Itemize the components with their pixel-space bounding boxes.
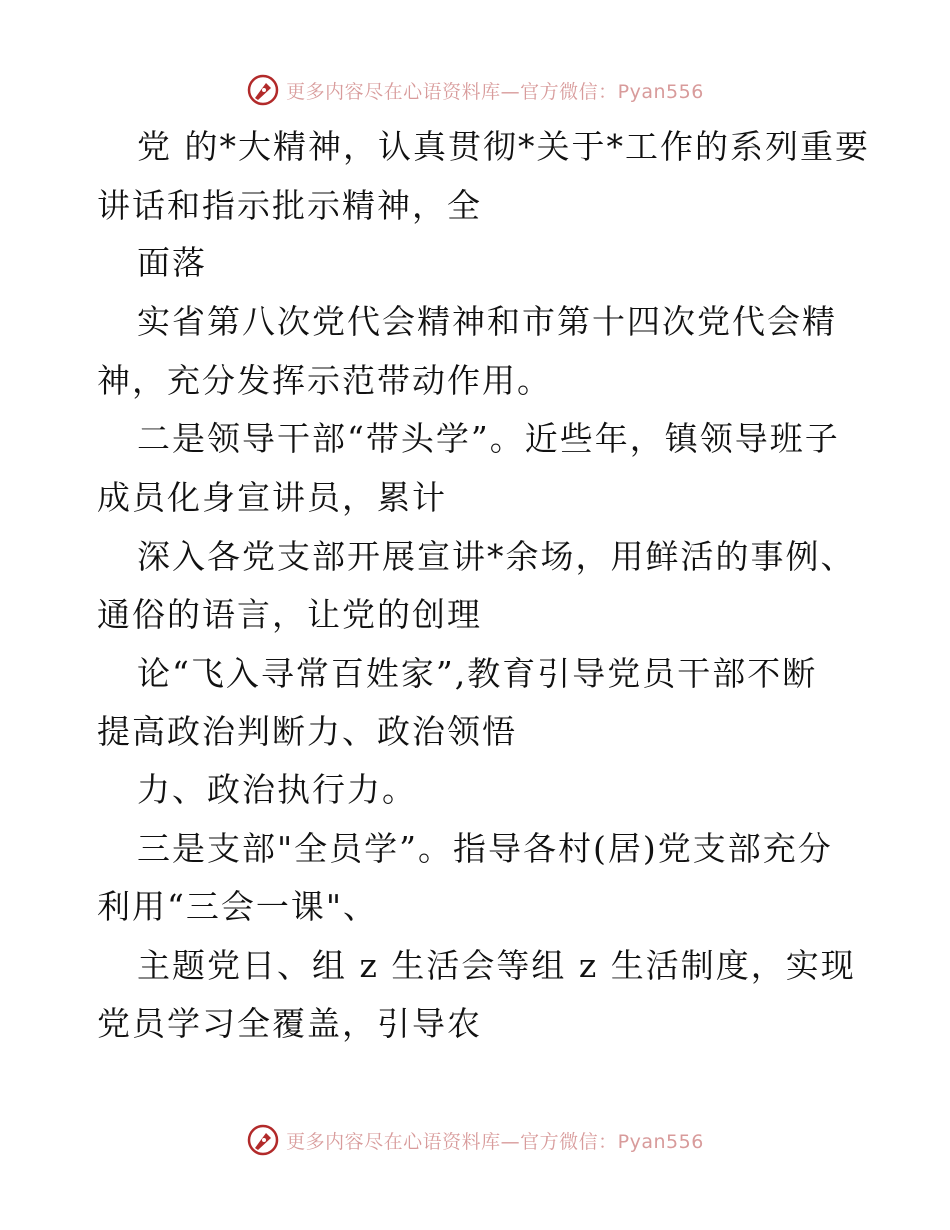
paragraph-line: 二是领导干部“带头学”。近些年，镇领导班子 bbox=[137, 419, 840, 458]
pen-nib-logo-icon bbox=[246, 1123, 280, 1157]
paragraph-line: 党员学习全覆盖，引导农 bbox=[97, 1004, 482, 1043]
paragraph-line: 力、政治执行力。 bbox=[137, 770, 417, 809]
paragraph-line: 成员化身宣讲员，累计 bbox=[97, 478, 447, 517]
paragraph-line: 通俗的语言，让党的创理 bbox=[97, 595, 482, 634]
paragraph-line: 党 的*大精神，认真贯彻*关于*工作的系列重要 bbox=[137, 127, 870, 166]
paragraph-line: 利用“三会一课"、 bbox=[97, 887, 379, 926]
header-watermark bbox=[0, 70, 950, 110]
paragraph-line: 深入各党支部开展宣讲*余场，用鲜活的事例、 bbox=[137, 537, 856, 576]
paragraph-line: 三是支部"全员学”。指导各村(居)党支部充分 bbox=[137, 829, 833, 868]
paragraph-line: 面落 bbox=[137, 243, 207, 282]
footer-watermark bbox=[0, 1120, 950, 1160]
paragraph-line: 主题党日、组 z 生活会等组 z 生活制度，实现 bbox=[137, 946, 856, 985]
paragraph-line: 讲话和指示批示精神，全 bbox=[97, 186, 482, 225]
paragraph-line: 论“飞入寻常百姓家”,教育引导党员干部不断 bbox=[137, 654, 818, 693]
paragraph-line: 神，充分发挥示范带动作用。 bbox=[97, 361, 552, 400]
paragraph-line: 提高政治判断力、政治领悟 bbox=[97, 712, 517, 751]
watermark-text: 更多内容尽在心语资料库—官方微信：Pyan556 bbox=[286, 80, 704, 103]
watermark-text: 更多内容尽在心语资料库—官方微信：Pyan556 bbox=[286, 1130, 704, 1153]
pen-nib-logo-icon bbox=[246, 73, 280, 107]
paragraph-line: 实省第八次党代会精神和市第十四次党代会精 bbox=[137, 302, 837, 341]
